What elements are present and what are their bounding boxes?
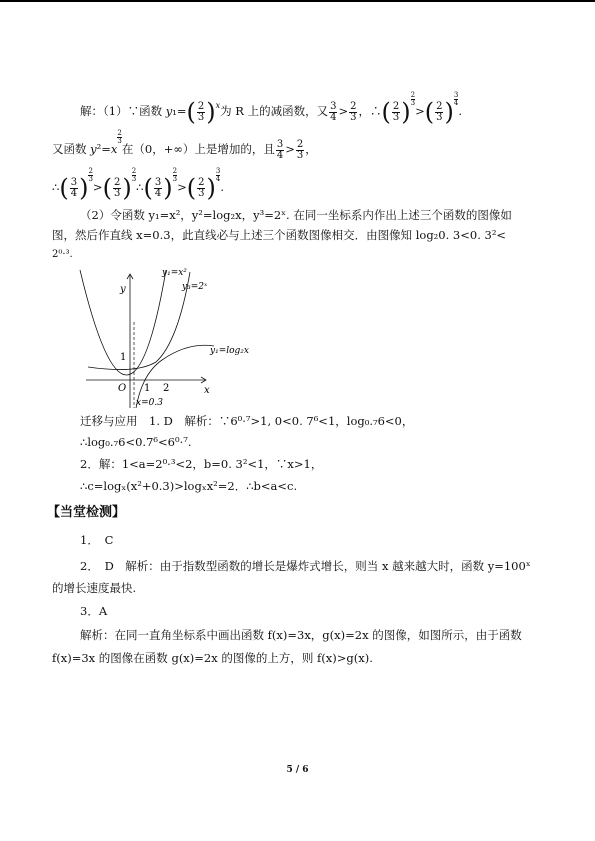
top-border bbox=[0, 0, 595, 2]
fraction-3-4: $\frac{3}{4}$ bbox=[154, 176, 162, 199]
tick-2x: 2 bbox=[163, 383, 170, 394]
exponent-2-3: $\frac{2}{3}$ bbox=[117, 129, 122, 145]
fraction-2-3: $\frac{2}{3}$ bbox=[350, 100, 357, 123]
exponent-2-3: $\frac{2}{3}$ bbox=[410, 91, 416, 107]
exponent-2-3: $\frac{2}{3}$ bbox=[172, 167, 178, 183]
check-line-2: 2． D 解析：由于指数型函数的增长是爆炸式增长，则当 x 越来越大时，函数 y=100ˣ bbox=[80, 559, 531, 573]
exponent-3-4: $\frac{3}{4}$ bbox=[453, 91, 459, 107]
label-y3-2-pow-x: y₃=2ˣ bbox=[182, 282, 208, 292]
practice-line-2: ∴log₀.₇6<0.7⁶<6⁰·⁷. bbox=[80, 435, 192, 449]
tick-1y: 1 bbox=[120, 352, 127, 363]
label-origin: O bbox=[118, 383, 127, 394]
check-line-1: 1． C bbox=[80, 533, 114, 547]
solution-line-1: 解：（1）∵函数 y₁=( $\frac{2}{3}$ )$^x$为 R 上的减函数，又 $\frac{3}{4}$ > $\frac{2}{3}$ ，∴( $\frac{2}{3}$ ) $\frac{2}{3}$ >( $\frac{2}{3}$ ) $\frac{3}{4}$ . bbox=[80, 91, 462, 126]
check-line-3: 的增长速度最快. bbox=[52, 581, 137, 595]
exponent-x: x bbox=[215, 101, 221, 110]
exponent-2-3: $\frac{2}{3}$ bbox=[88, 167, 93, 183]
practice-line-3: 2．解：1<a=2⁰·³<2，b=0. 3²<1，∵x>1， bbox=[80, 457, 323, 471]
page-number: 5 / 6 bbox=[286, 765, 309, 775]
fraction-2-3: $\frac{2}{3}$ bbox=[198, 176, 205, 199]
part2-line-3: 2⁰·³. bbox=[52, 249, 73, 260]
fraction-3-4: $\frac{3}{4}$ bbox=[330, 100, 337, 123]
practice-line-4: ∴c=logₓ(x²+0.3)>logₓx²=2．∴b<a<c. bbox=[80, 479, 298, 493]
text: 解：（1）∵函数 bbox=[80, 104, 166, 118]
curve-y-2-pow-x bbox=[88, 272, 190, 370]
fraction-2-3: $\frac{2}{3}$ bbox=[113, 176, 121, 199]
solution-line-2: 又函数 y²=x $\frac{2}{3}$ 在（0，+∞）上是增加的，且 $\frac{3}{4}$ > $\frac{2}{3}$ ， bbox=[52, 129, 317, 161]
exponent-3-4: $\frac{3}{4}$ bbox=[215, 167, 221, 183]
var-x: x bbox=[110, 142, 118, 156]
tick-1x: 1 bbox=[144, 383, 151, 394]
fraction-2-3: $\frac{2}{3}$ bbox=[436, 100, 443, 123]
check-line-6: f(x)=3x 的图像在函数 g(x)=2x 的图像的上方，则 f(x)>g(x). bbox=[52, 651, 373, 665]
part2-line-1: （2）令函数 y₁=x²，y²=log₂x，y³=2ˣ. 在同一坐标系内作出上述三个函数的图像如 bbox=[80, 208, 512, 222]
label-log2-x: y₁=log₂x bbox=[210, 346, 249, 356]
practice-line-1: 迁移与应用 1. D 解析：∵6⁰·⁷>1, 0<0. 7⁶<1，log₀.₇6<0， bbox=[80, 414, 414, 428]
fraction-2-3: $\frac{2}{3}$ bbox=[296, 138, 304, 161]
text: 为 R 上的减函数，又 bbox=[220, 104, 329, 118]
fraction-3-4: $\frac{3}{4}$ bbox=[276, 138, 284, 161]
text: ，∴ bbox=[358, 104, 382, 118]
section-heading: 【当堂检测】 bbox=[47, 505, 126, 520]
label-x: x bbox=[204, 385, 210, 396]
paren: ( bbox=[186, 98, 196, 126]
paren: ) bbox=[206, 98, 216, 126]
text: ₁= bbox=[172, 104, 187, 118]
function-graph bbox=[78, 262, 258, 410]
label-x-0-3: x=0.3 bbox=[136, 398, 163, 408]
var-y: y bbox=[165, 104, 173, 118]
fraction-2-3: $\frac{2}{3}$ bbox=[197, 100, 205, 123]
check-line-4: 3．A bbox=[80, 604, 108, 618]
gt-sign: > bbox=[338, 104, 349, 118]
label-y: y bbox=[120, 284, 126, 295]
check-line-5: 解析：在同一直角坐标系中画出函数 f(x)=3x，g(x)=2x 的图像，如图所示，由于函数 bbox=[80, 628, 522, 642]
label-y1-x-squared: y₁=x² bbox=[162, 268, 187, 278]
var-y: y bbox=[90, 142, 97, 156]
fraction-3-4: $\frac{3}{4}$ bbox=[70, 176, 78, 199]
exponent-2-3: $\frac{2}{3}$ bbox=[131, 167, 137, 183]
fraction-2-3: $\frac{2}{3}$ bbox=[392, 100, 400, 123]
part2-line-2: 图，然后作直线 x=0.3，此直线必与上述三个函数图像相交．由图像知 log₂0. 3<0. 3²< bbox=[52, 228, 507, 242]
solution-line-3: ∴( $\frac{3}{4}$ ) $\frac{2}{3}$ >( $\frac{2}{3}$ ) $\frac{2}{3}$ ∴( $\frac{3}{4}$ ) $\frac{2}{3}$ >( $\frac{2}{3}$ ) $\frac{3}{4}$ . bbox=[52, 167, 224, 202]
